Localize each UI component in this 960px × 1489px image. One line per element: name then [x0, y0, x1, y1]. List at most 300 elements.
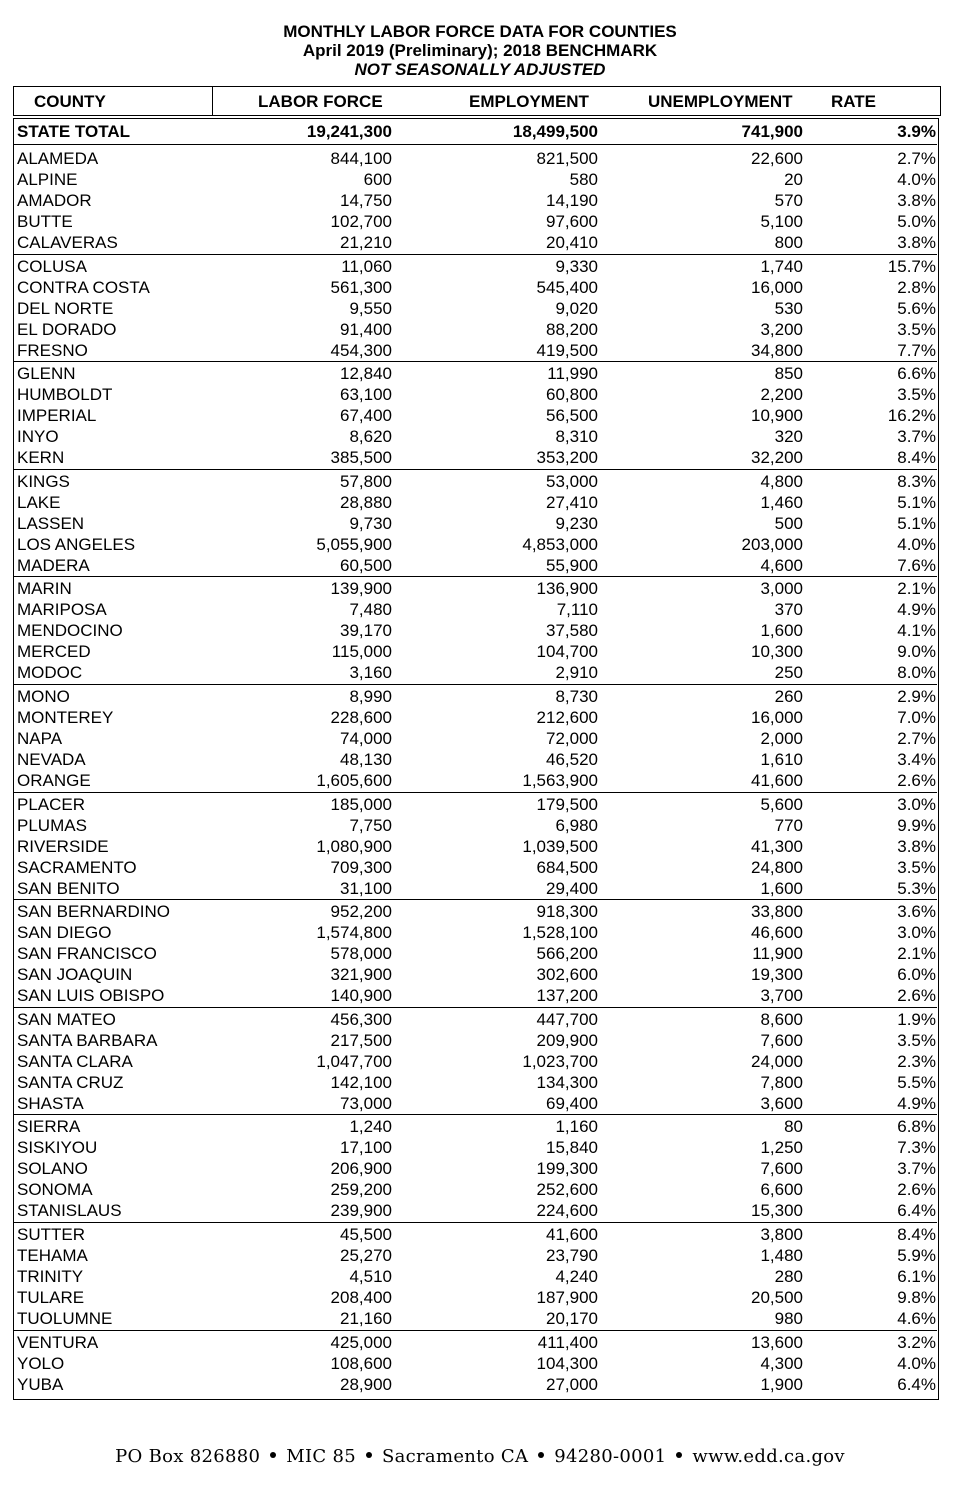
employment: 6,980	[555, 815, 598, 835]
county-name: LAKE	[17, 492, 61, 512]
rate: 9.8%	[897, 1288, 936, 1307]
rate: 4.0%	[897, 534, 936, 554]
employment: 447,700	[536, 1009, 598, 1029]
table-row	[14, 901, 937, 922]
employment: 9,230	[555, 513, 598, 533]
employment: 566,200	[536, 944, 598, 964]
unemployment: 20	[784, 170, 803, 189]
county-name: SAN DIEGO	[17, 923, 112, 943]
county-name: NEVADA	[17, 750, 86, 769]
county-name: PLACER	[17, 794, 86, 814]
table-row	[14, 319, 937, 340]
unemployment: 4,300	[760, 1353, 803, 1373]
employment: 7,110	[556, 600, 598, 620]
employment: 187,900	[536, 1288, 598, 1307]
unemployment: 32,200	[751, 448, 803, 468]
rate: 6.4%	[897, 1374, 936, 1394]
table-row	[14, 1308, 937, 1329]
row-divider	[14, 144, 937, 145]
rate: 3.0%	[897, 794, 936, 814]
employment: 212,600	[536, 708, 598, 727]
employment: 199,300	[536, 1159, 598, 1179]
table-row	[14, 1200, 937, 1221]
employment: 1,039,500	[522, 836, 598, 856]
table-row	[14, 148, 937, 169]
county-name: TRINITY	[17, 1267, 84, 1286]
footer-address	[0, 1446, 960, 1467]
unemployment: 4,600	[760, 555, 803, 575]
rate: 2.3%	[897, 1051, 936, 1071]
table-row	[14, 1374, 937, 1395]
rate: 7.6%	[897, 555, 936, 575]
employment: 8,310	[555, 427, 598, 447]
unemployment: 10,300	[751, 642, 803, 662]
employment: 821,500	[536, 149, 598, 168]
table-row	[14, 471, 937, 492]
table-row	[14, 1245, 937, 1266]
county-name: MERCED	[17, 642, 91, 662]
labor-force: 102,700	[330, 212, 392, 231]
county-name: MODOC	[17, 663, 83, 683]
header-divider	[212, 87, 213, 115]
labor-force: 48,130	[340, 750, 392, 769]
county-name: CONTRA COSTA	[17, 277, 150, 297]
table-header	[13, 86, 941, 116]
county-name: SHASTA	[17, 1093, 84, 1113]
unemployment: 16,000	[751, 708, 803, 727]
labor-force: 74,000	[340, 729, 392, 748]
labor-force: 217,500	[330, 1030, 392, 1050]
rate: 15.7%	[887, 256, 936, 276]
employment: 104,700	[536, 642, 598, 662]
employment: 545,400	[536, 277, 598, 297]
table-row	[14, 749, 937, 770]
labor-force: 321,900	[330, 965, 392, 985]
county-name: SAN MATEO	[17, 1009, 116, 1029]
table-row	[14, 232, 937, 253]
table-row	[14, 770, 937, 791]
rate: 1.9%	[897, 1009, 936, 1029]
county-name: LASSEN	[17, 513, 85, 533]
county-name: SIERRA	[17, 1117, 81, 1137]
county-name: SONOMA	[17, 1180, 93, 1200]
employment: 55,900	[546, 555, 598, 575]
unemployment: 19,300	[751, 965, 803, 985]
rate: 9.0%	[897, 642, 936, 662]
unemployment: 3,700	[760, 986, 803, 1006]
header-rate: RATE	[831, 92, 877, 111]
rate: 3.7%	[897, 427, 936, 447]
table-row	[14, 492, 937, 513]
unemployment: 7,600	[760, 1030, 803, 1050]
county-name: FRESNO	[17, 340, 88, 360]
unemployment: 34,800	[751, 340, 803, 360]
table-row	[14, 555, 937, 576]
county-name: COLUSA	[17, 256, 87, 276]
unemployment: 3,600	[760, 1093, 803, 1113]
employment: 97,600	[546, 212, 598, 231]
table-row	[14, 1093, 937, 1114]
employment: 302,600	[536, 965, 598, 985]
labor-force: 385,500	[330, 448, 392, 468]
unemployment: 3,800	[760, 1225, 803, 1244]
county-name: EL DORADO	[17, 319, 117, 339]
row-divider	[14, 469, 937, 470]
unemployment: 16,000	[751, 277, 803, 297]
table-row	[14, 447, 937, 468]
table-row	[14, 599, 937, 620]
rate: 7.0%	[897, 708, 936, 727]
unemployment: 41,600	[751, 771, 803, 790]
rate: 9.9%	[897, 815, 936, 835]
employment: 1,023,700	[522, 1051, 598, 1071]
unemployment: 1,600	[760, 878, 803, 898]
row-divider	[14, 576, 937, 577]
table-row	[14, 964, 937, 985]
table-row	[14, 578, 937, 599]
unemployment: 11,900	[752, 944, 803, 964]
employment: 69,400	[546, 1093, 598, 1113]
table-row	[14, 426, 937, 447]
rate: 8.3%	[897, 471, 936, 491]
employment: 209,900	[536, 1030, 598, 1050]
table-row	[14, 190, 937, 211]
rate: 6.4%	[897, 1201, 936, 1221]
employment: 27,000	[546, 1374, 598, 1394]
county-name: MARIN	[17, 579, 72, 599]
labor-force: 7,750	[349, 815, 392, 835]
labor-force: 14,750	[340, 191, 392, 210]
labor-force: 12,840	[340, 364, 392, 384]
rate: 4.0%	[897, 1353, 936, 1373]
employment: 46,520	[546, 750, 598, 769]
row-divider	[14, 1114, 937, 1115]
header-county: COUNTY	[34, 92, 106, 111]
labor-force: 28,880	[340, 492, 392, 512]
unemployment: 250	[774, 663, 803, 683]
county-name: ORANGE	[17, 771, 91, 790]
county-name: NAPA	[17, 729, 63, 748]
footer-zip: 94280-0001	[554, 1446, 667, 1467]
employment: 1,563,900	[522, 771, 598, 790]
title-line-1: MONTHLY LABOR FORCE DATA FOR COUNTIES	[283, 22, 677, 41]
labor-force: 4,510	[349, 1267, 392, 1286]
rate: 3.6%	[897, 902, 936, 922]
rate: 6.6%	[897, 364, 936, 384]
rate: 2.8%	[897, 277, 936, 297]
county-name: KINGS	[17, 471, 70, 491]
unemployment: 7,600	[760, 1159, 803, 1179]
unemployment: 10,900	[751, 406, 803, 426]
table-row	[14, 836, 937, 857]
employment: 15,840	[546, 1138, 598, 1158]
rate: 3.5%	[897, 1030, 936, 1050]
labor-force: 45,500	[340, 1225, 392, 1244]
county-name: SAN JOAQUIN	[17, 965, 133, 985]
county-name: LOS ANGELES	[17, 534, 136, 554]
rate: 3.8%	[897, 233, 936, 252]
employment: 137,200	[536, 986, 598, 1006]
county-name: MONTEREY	[17, 708, 114, 727]
labor-force: 9,730	[349, 513, 392, 533]
table-row	[14, 1287, 937, 1308]
table-row	[14, 857, 937, 878]
unemployment: 370	[774, 600, 803, 620]
county-name: MONO	[17, 687, 70, 706]
table-row	[14, 878, 937, 899]
employment: 27,410	[546, 492, 598, 512]
employment: 580	[569, 170, 598, 189]
unemployment: 1,740	[760, 256, 803, 276]
table-row	[14, 985, 937, 1006]
row-divider	[14, 254, 937, 255]
table-row	[14, 815, 937, 836]
rate: 4.9%	[897, 600, 936, 620]
table-row	[14, 1224, 937, 1245]
labor-force: 25,270	[340, 1246, 392, 1265]
unemployment: 3,000	[760, 579, 803, 599]
rate: 7.3%	[897, 1138, 936, 1158]
county-name: IMPERIAL	[17, 406, 97, 426]
rate: 3.5%	[897, 385, 936, 405]
employment: 179,500	[536, 794, 598, 814]
rate: 6.0%	[897, 965, 936, 985]
table-row	[14, 405, 937, 426]
rate: 3.0%	[897, 923, 936, 943]
table-row	[14, 1179, 937, 1200]
employment: 14,190	[546, 191, 598, 210]
table-row	[14, 1353, 937, 1374]
rate: 3.5%	[897, 857, 936, 877]
labor-force: 239,900	[330, 1201, 392, 1221]
unemployment: 8,600	[760, 1009, 803, 1029]
table-row	[14, 620, 937, 641]
employment: 9,330	[555, 256, 598, 276]
rate: 4.9%	[897, 1093, 936, 1113]
unemployment: 260	[774, 687, 803, 706]
row-divider	[14, 899, 937, 900]
table-row	[14, 211, 937, 232]
table-row	[14, 1332, 937, 1353]
unemployment: 20,500	[751, 1288, 803, 1307]
employment: 88,200	[546, 319, 598, 339]
labor-force: 1,080,900	[316, 836, 392, 856]
table-row	[14, 1266, 937, 1287]
table-row	[14, 662, 937, 683]
employment: 134,300	[536, 1072, 598, 1092]
table-row	[14, 1116, 937, 1137]
employment: 41,600	[546, 1225, 598, 1244]
county-name: TEHAMA	[17, 1246, 88, 1265]
employment: 1,160	[555, 1117, 598, 1137]
county-name: BUTTE	[17, 212, 73, 231]
employment: 60,800	[546, 385, 598, 405]
rate: 7.7%	[897, 340, 936, 360]
labor-force: 1,574,800	[316, 923, 392, 943]
labor-force: 185,000	[330, 794, 392, 814]
county-name: ALPINE	[17, 170, 78, 189]
unemployment: 6,600	[760, 1180, 803, 1200]
labor-force: 1,047,700	[316, 1051, 392, 1071]
rate: 4.1%	[897, 621, 936, 641]
rate: 2.6%	[897, 1180, 936, 1200]
rate: 3.8%	[897, 191, 936, 210]
county-name: SANTA BARBARA	[17, 1030, 158, 1050]
table-row	[14, 1030, 937, 1051]
rate: 2.7%	[897, 729, 936, 748]
row-divider	[14, 1222, 937, 1223]
employment: 419,500	[536, 340, 598, 360]
bullet-icon	[538, 1452, 544, 1458]
header-labor-force: LABOR FORCE	[258, 92, 383, 111]
footer-city: Sacramento CA	[381, 1446, 529, 1467]
county-name: TULARE	[17, 1288, 85, 1307]
labor-force: 140,900	[330, 986, 392, 1006]
employment: 684,500	[536, 857, 598, 877]
labor-force: 31,100	[340, 878, 392, 898]
county-name: SISKIYOU	[17, 1138, 98, 1158]
row-divider	[14, 1330, 937, 1331]
employment: 104,300	[536, 1353, 598, 1373]
unemployment: 1,900	[760, 1374, 803, 1394]
labor-force: 425,000	[330, 1332, 392, 1352]
county-name: PLUMAS	[17, 815, 87, 835]
employment: 136,900	[536, 579, 598, 599]
county-name: MADERA	[17, 555, 90, 575]
footer-mic: MIC 85	[286, 1446, 356, 1467]
unemployment: 24,000	[751, 1051, 803, 1071]
labor-force: 600	[363, 170, 392, 189]
labor-force: 11,060	[341, 256, 392, 276]
unemployment: 7,800	[760, 1072, 803, 1092]
labor-force: 7,480	[349, 600, 392, 620]
table-row	[14, 922, 937, 943]
table-row	[14, 794, 937, 815]
unemployment: 1,600	[760, 621, 803, 641]
unemployment: 41,300	[751, 836, 803, 856]
unemployment: 46,600	[751, 923, 803, 943]
county-name: YOLO	[17, 1353, 65, 1373]
unemployment: 320	[774, 427, 803, 447]
unemployment: 770	[774, 815, 803, 835]
county-name: VENTURA	[17, 1332, 99, 1352]
labor-force: 139,900	[330, 579, 392, 599]
labor-force: 21,160	[340, 1309, 392, 1328]
row-divider	[14, 361, 937, 362]
table-row	[14, 1009, 937, 1030]
county-name: SAN BERNARDINO	[17, 902, 171, 922]
county-name: SANTA CRUZ	[17, 1072, 124, 1092]
unemployment: 1,610	[760, 750, 803, 769]
labor-force: 8,620	[349, 427, 392, 447]
unemployment: 500	[774, 513, 803, 533]
rate: 3.4%	[897, 750, 936, 769]
table-row	[14, 1137, 937, 1158]
unemployment: 2,200	[760, 385, 803, 405]
labor-force: 91,400	[340, 319, 392, 339]
employment: 224,600	[536, 1201, 598, 1221]
county-name: SAN LUIS OBISPO	[17, 986, 165, 1006]
employment: 23,790	[546, 1246, 598, 1265]
unemployment: 15,300	[751, 1201, 803, 1221]
employment: 20,170	[546, 1309, 598, 1328]
header-employment: EMPLOYMENT	[469, 92, 589, 111]
rate: 8.0%	[897, 663, 936, 683]
rate: 5.5%	[897, 1072, 936, 1092]
table-row	[14, 363, 937, 384]
labor-force: 952,200	[330, 902, 392, 922]
table-row	[14, 277, 937, 298]
rate: 4.0%	[897, 170, 936, 189]
unemployment: 570	[774, 191, 803, 210]
labor-force: 8,990	[349, 687, 392, 706]
labor-force: 5,055,900	[316, 534, 392, 554]
county-name: ALAMEDA	[17, 149, 99, 168]
rate: 2.1%	[897, 579, 936, 599]
row-divider	[14, 792, 937, 793]
county-name: SAN FRANCISCO	[17, 944, 157, 964]
county-name: SUTTER	[17, 1225, 85, 1244]
labor-force: 57,800	[340, 471, 392, 491]
rate: 8.4%	[897, 1225, 936, 1244]
employment: 4,240	[555, 1267, 598, 1286]
table-row	[14, 728, 937, 749]
labor-force: 39,170	[340, 621, 392, 641]
state-total-row	[14, 121, 937, 142]
unemployment: 2,000	[760, 729, 803, 748]
rate: 5.1%	[897, 492, 936, 512]
rate: 16.2%	[887, 406, 936, 426]
rate: 3.7%	[897, 1159, 936, 1179]
county-name: INYO	[17, 427, 59, 447]
county-name: CALAVERAS	[17, 233, 118, 252]
unemployment: 980	[774, 1309, 803, 1328]
employment: 353,200	[536, 448, 598, 468]
employment: 29,400	[546, 878, 598, 898]
employment: 918,300	[536, 902, 598, 922]
employment: 252,600	[536, 1180, 598, 1200]
table-row	[14, 384, 937, 405]
county-name: HUMBOLDT	[17, 385, 113, 405]
unemployment: 22,600	[751, 149, 803, 168]
rate: 2.9%	[897, 687, 936, 706]
rate: 5.9%	[897, 1246, 936, 1265]
labor-force: 454,300	[330, 340, 392, 360]
employment: 4,853,000	[522, 534, 598, 554]
employment: 37,580	[546, 621, 598, 641]
labor-force: 60,500	[340, 555, 392, 575]
employment: 2,910	[555, 663, 598, 683]
unemployment: 33,800	[751, 902, 803, 922]
footer-website[interactable]: www.edd.ca.gov	[692, 1446, 845, 1467]
labor-force: 206,900	[330, 1159, 392, 1179]
title-line-2: April 2019 (Preliminary); 2018 BENCHMARK	[302, 41, 658, 60]
rate: 2.6%	[897, 986, 936, 1006]
unemployment: 1,480	[760, 1246, 803, 1265]
labor-force: 67,400	[340, 406, 392, 426]
labor-force: 1,605,600	[316, 771, 392, 790]
table-row	[14, 169, 937, 190]
table-row	[14, 340, 937, 361]
table-row	[14, 298, 937, 319]
employment: 11,990	[547, 364, 598, 384]
table-row	[14, 1158, 937, 1179]
labor-force: 21,210	[340, 233, 392, 252]
rate: 3.8%	[897, 836, 936, 856]
total-unemployment: 741,900	[741, 122, 803, 141]
table-row	[14, 1051, 937, 1072]
table-row	[14, 707, 937, 728]
